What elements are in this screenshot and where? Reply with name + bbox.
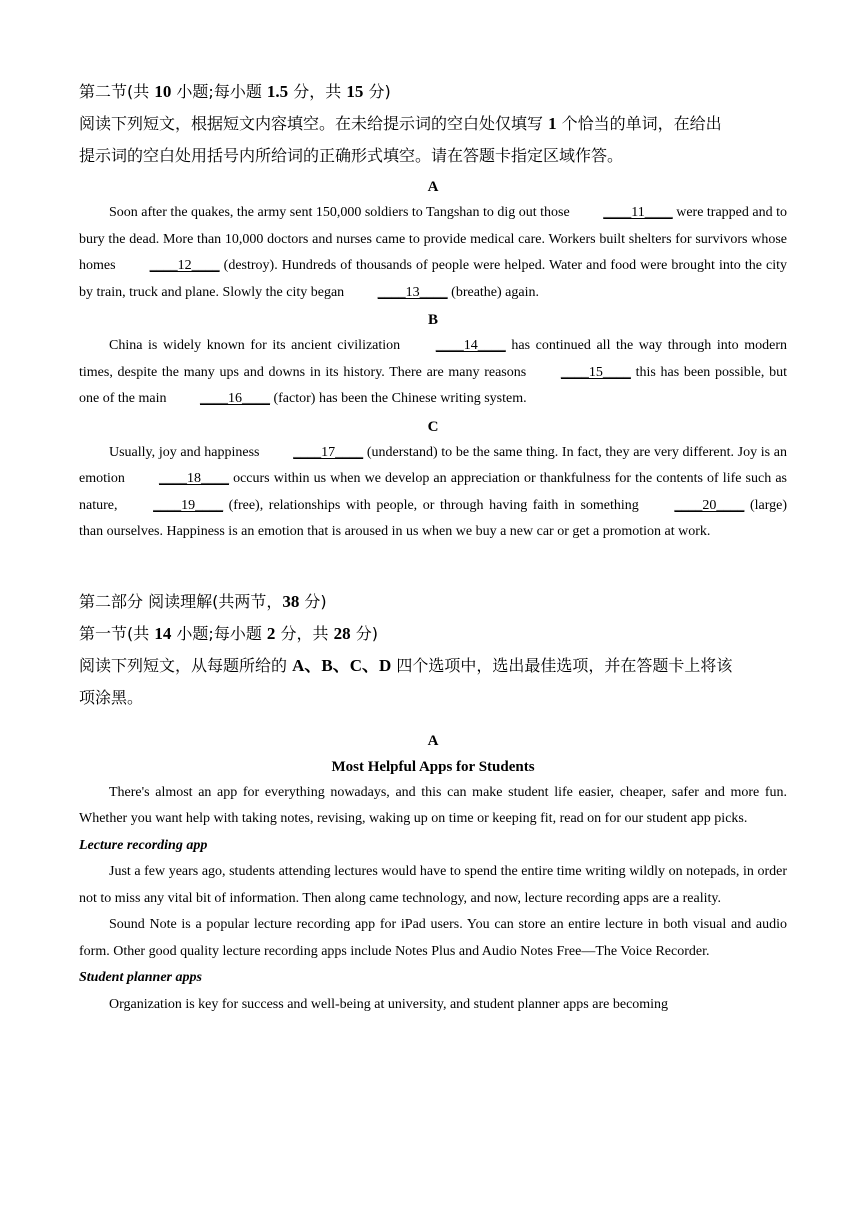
passage-a-text: Soon after the quakes, the army sent 150,000 soldiers to Tangshan to dig out those ____11____ were trapped and to bury the dead. More than 10,000 doctors and nurses came to provide medical care. Workers built shelters for survivors whose homes ____12____ (destroy). Hundreds of thousands of people were helped. Water and food were brought into the city by train, truck and plane. Slowly the city began ____13____ (breathe) again. [79, 200, 787, 306]
passage-b-text: China is widely known for its ancient civilization ____14____ has continued all the way through into modern times, despite the many ups and downs in its history. There are many reasons ____15____ this has been possible, but one of the main ____16____ (factor) has been the Chinese writing system. [79, 333, 787, 413]
section-2-instructions: 阅读下列短文，根据短文内容填空。在未给提示词的空白处仅填写 1 个恰当的单词，在给出 提示词的空白处用括号内所给词的正确形式填空。请在答题卡指定区域作答。 [79, 114, 722, 165]
passage-b-letter: B [427, 312, 438, 328]
section-2-header: 第二节(共 10 小题;每小题 1.5 分，共 15 分) [79, 82, 391, 101]
passage-a-letter: A [427, 179, 439, 195]
subheading-student-planner-apps: Student planner apps [79, 970, 202, 985]
reading-a-paragraph-3: Sound Note is a popular lecture recording app for iPad users. You can store an entire lecture in both visual and audio form. Other good quality lecture recording apps include Notes Plus and Audio Notes Free—The Voice Recorder. [79, 917, 787, 959]
blank-13[interactable]: ____13____ [377, 284, 448, 300]
part-2-section-1-header: 第一节(共 14 小题;每小题 2 分，共 28 分) [79, 623, 378, 643]
reading-a-paragraph-4: Organization is key for success and well-being at university, and student planner apps are becoming [109, 996, 669, 1012]
part-2-instructions: 阅读下列短文，从每题所给的 A、B、C、D 四个选项中，选出最佳选项，并在答题卡上将该 项涂黑。 [79, 655, 733, 707]
section-gap [79, 546, 787, 572]
exam-page [79, 76, 787, 1018]
reading-a-paragraph-2: Just a few years ago, students attending lectures would have to spend the entire time writing wildly on notepads, in order not to miss any vital bit of information. Then along came technology, and now, lecture recording apps are a reality. [79, 864, 787, 906]
blank-20[interactable]: ____20____ [674, 497, 745, 513]
reading-a-letter: A [427, 732, 439, 749]
reading-a-intro: There's almost an app for everything nowadays, and this can make student life easier, cheaper, safer and more fun. Whether you want help with taking notes, revising, waking up on time or keeping fit, read on for our student app picks. [79, 784, 787, 826]
blank-14[interactable]: ____14____ [435, 338, 506, 353]
blank-11[interactable]: ____11____ [603, 205, 673, 220]
passage-c-text: Usually, joy and happiness ____17____ (understand) to be the same thing. In fact, they are very different. Joy is an emotion ____18____ occurs within us when we develop an appreciation or thankfulness for the contents of life such as nature, ____19____ (free), relationships with people, or through having faith in something ____20____ (large) than ourselves. Happiness is an emotion that is aroused in us when we buy a new car or get a promotion at work. [79, 440, 787, 546]
blank-12[interactable]: ____12____ [149, 258, 220, 273]
blank-18[interactable]: ____18____ [158, 471, 229, 486]
part-2-header: 第二部分 阅读理解(共两节，38 分) [79, 591, 327, 611]
blank-16[interactable]: ____16____ [199, 391, 270, 406]
blank-15[interactable]: ____15____ [560, 364, 631, 380]
subheading-lecture-recording-app: Lecture recording app [79, 837, 208, 853]
blank-17[interactable]: ____17____ [293, 444, 364, 460]
reading-a-title: Most Helpful Apps for Students [331, 758, 535, 775]
blank-19[interactable]: ____19____ [153, 497, 224, 513]
passage-c-letter: C [427, 418, 439, 435]
